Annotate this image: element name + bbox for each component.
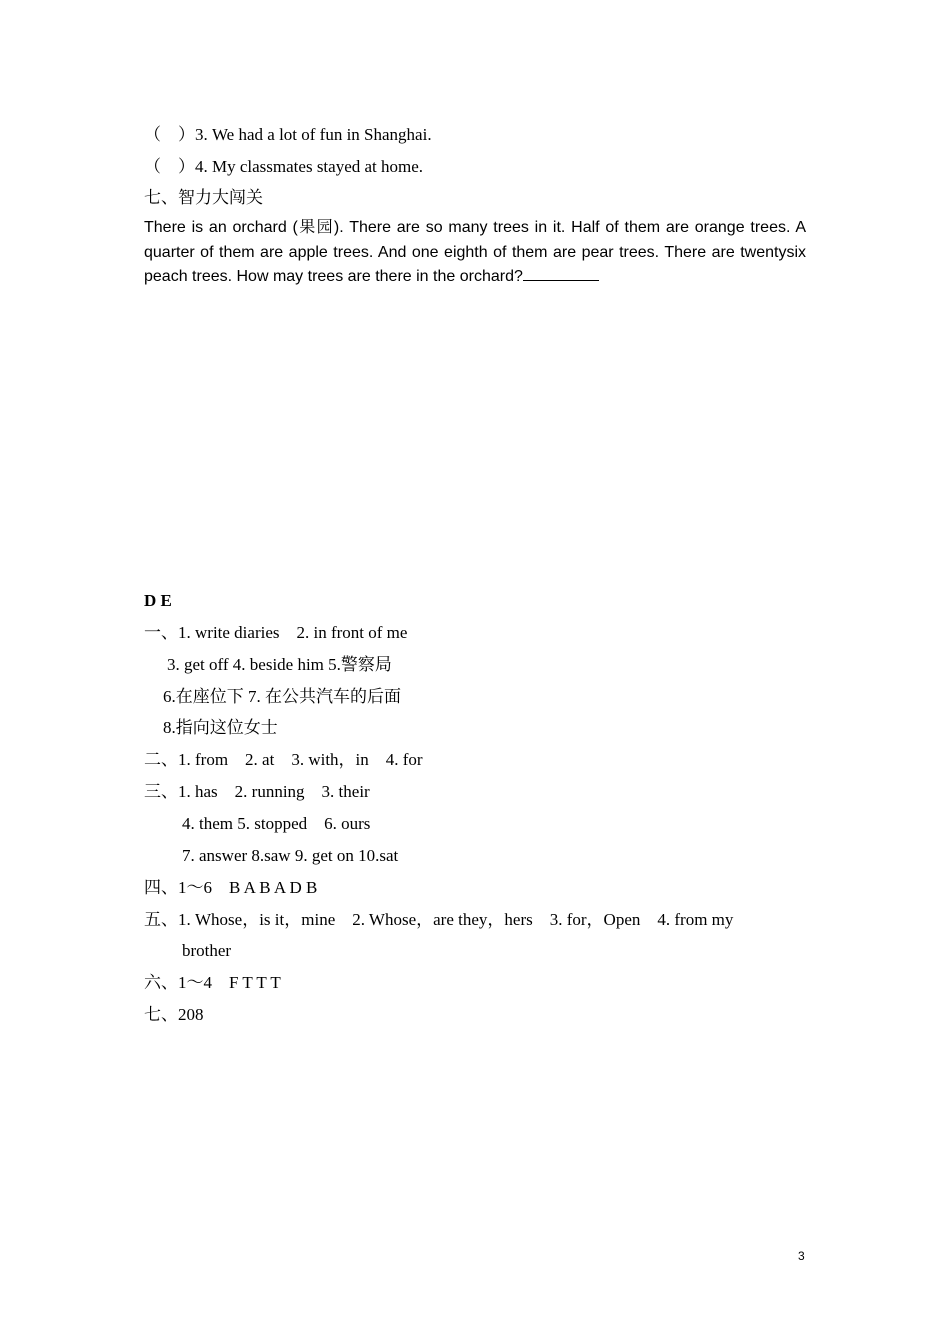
question-text: 3. We had a lot of fun in Shanghai.	[195, 125, 432, 144]
answer-s3-line2: 4. them 5. stopped 6. ours	[182, 814, 371, 833]
answer-s7: 七、208	[144, 1005, 204, 1024]
answer-s1-line1: 一、1. write diaries 2. in front of me	[144, 623, 408, 642]
answer-s5-line1: 五、1. Whose，is it，mine 2. Whose，are they，hers 3. for，Open 4. from my	[144, 910, 734, 929]
answer-s3-line3: 7. answer 8.saw 9. get on 10.sat	[182, 846, 399, 865]
answer-s1-line4: 8.指向这位女士	[163, 718, 278, 737]
question-3	[144, 124, 432, 146]
answer-blank[interactable]	[523, 266, 599, 281]
section-7-passage	[144, 216, 806, 290]
answer-s1-line3: 6.在座位下 7. 在公共汽车的后面	[163, 687, 401, 706]
answer-s2: 二、1. from 2. at 3. with，in 4. for	[144, 750, 423, 769]
question-4	[144, 156, 423, 178]
section-7-heading: 七、智力大闯关	[144, 188, 263, 207]
answer-bracket: （ ）	[144, 125, 195, 144]
answer-s1-line2: 3. get off 4. beside him 5.警察局	[167, 655, 392, 674]
page-number: 3	[798, 1249, 805, 1263]
answer-bracket: （ ）	[144, 157, 195, 176]
question-text: 4. My classmates stayed at home.	[195, 157, 424, 176]
answer-s3-line1: 三、1. has 2. running 3. their	[144, 782, 370, 801]
answer-s4: 四、1～6 B A B A D B	[144, 878, 318, 897]
answer-s6: 六、1～4 F T T T	[144, 973, 281, 992]
answer-s5-line2: brother	[182, 941, 232, 960]
answer-key-title: D E	[144, 591, 172, 610]
passage-text: There is an orchard (果园). There are so many trees in it. Half of them are orange trees. A quarter of them are apple trees. And one eighth of them are pear trees. There are twentysix peach trees. How may trees are there in the orchard?	[144, 219, 806, 285]
